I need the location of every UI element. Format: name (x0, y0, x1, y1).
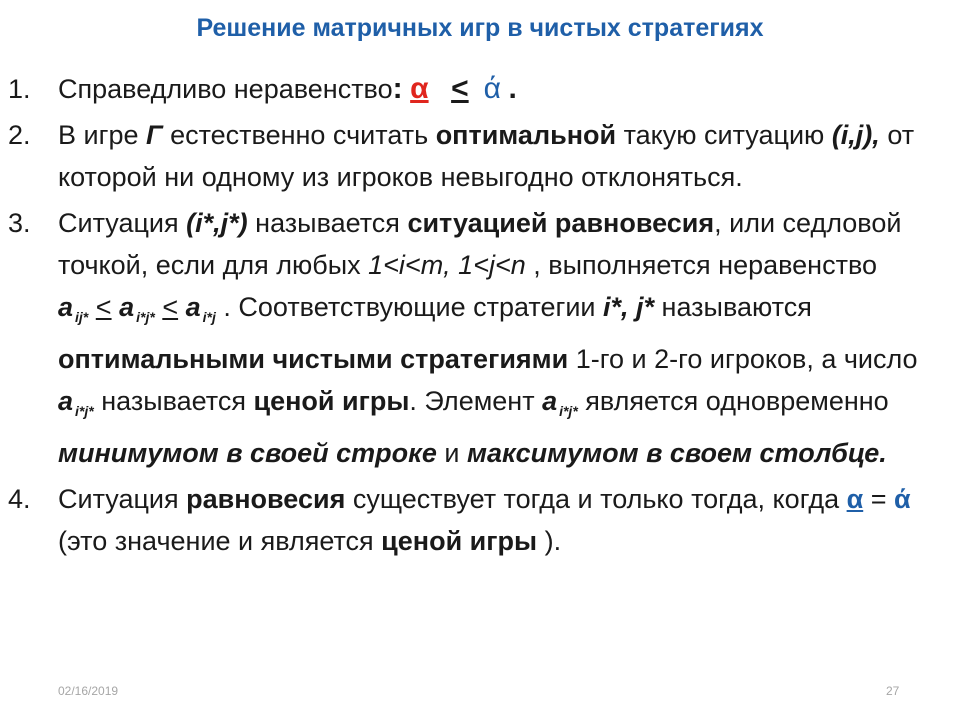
page-number: 27 (886, 684, 900, 698)
subscript: i*j* (75, 403, 94, 419)
equilibrium-term: ситуацией равновесия (407, 208, 715, 238)
item-text: Ситуация (58, 484, 187, 514)
list-item-1 (6, 68, 936, 110)
list-item-3 (6, 202, 936, 474)
subscript: i*j* (136, 309, 155, 325)
row-min-term: минимумом в своей строке (58, 438, 437, 468)
item-text: Справедливо неравенство (58, 74, 393, 104)
item-text: . Элемент (409, 386, 543, 416)
optimal-term: оптимальной (435, 120, 617, 150)
gamma-symbol: Г (145, 120, 163, 150)
less-equal-symbol: < (95, 292, 112, 322)
item-body (58, 68, 936, 110)
item-number: 1. (8, 74, 31, 104)
a-symbol: a (119, 292, 135, 322)
slide-title: Решение матричных игр в чистых стратегиях (196, 14, 764, 42)
optimal-pure-term: оптимальными чистыми стратегиями (58, 344, 569, 374)
item-body (58, 114, 936, 198)
item-text: такую ситуацию (616, 120, 832, 150)
a-symbol: a (58, 292, 74, 322)
alpha-prime-symbol: ά (894, 484, 911, 514)
item-text: является одновременно (577, 386, 889, 416)
footer-date: 02/16/2019 (58, 684, 119, 698)
item-text: , выполняется неравенство (525, 250, 878, 280)
game-value-term: ценой игры (253, 386, 410, 416)
game-value-term: ценой игры (381, 526, 538, 556)
alpha-symbol: α (410, 72, 429, 105)
equilibrium-term: равновесия (186, 484, 346, 514)
item-body (58, 202, 936, 474)
subscript: i*j* (559, 403, 578, 419)
item-text: естественно считать (162, 120, 436, 150)
item-text: называются (654, 292, 812, 322)
less-equal-symbol: < (451, 72, 469, 105)
ij-term: (i,j), (831, 120, 880, 150)
list-item-4 (6, 478, 936, 562)
list-item-2 (6, 114, 936, 198)
subscript: i*j (202, 309, 216, 325)
item-text: ). (537, 526, 562, 556)
item-body (58, 478, 936, 562)
item-text: от которой ни одному из игроков невыгодно отклоняться. (58, 120, 915, 192)
item-text: существует тогда и только тогда, когда (345, 484, 847, 514)
alpha-prime-symbol: ά (483, 72, 501, 105)
item-text: . Соответствующие стратегии (215, 292, 603, 322)
istar-term: (i*,j*) (186, 208, 248, 238)
item-text: и (436, 438, 467, 468)
less-equal-symbol: < (162, 292, 179, 322)
item-number: 4. (8, 484, 31, 514)
item-number: 2. (8, 120, 31, 150)
colon: : (392, 72, 403, 105)
a-symbol: a (58, 386, 74, 416)
item-text: называется (93, 386, 254, 416)
alpha-symbol: α (846, 484, 864, 514)
item-text: , или седловой точкой, если для любых (58, 208, 902, 280)
strategies-term: i*, j* (603, 292, 655, 322)
item-number: 3. (8, 208, 31, 238)
item-text: В игре (58, 120, 146, 150)
period: . (508, 72, 517, 105)
item-text: (это значение и является (58, 526, 382, 556)
item-text: называется (247, 208, 408, 238)
a-symbol: a (185, 292, 201, 322)
col-max-term: максимумом в своем столбце. (466, 438, 887, 468)
range-term: 1<i<m, 1<j<n (368, 250, 526, 280)
subscript: ij* (75, 309, 89, 325)
equals-symbol: = (863, 484, 894, 514)
a-symbol: a (542, 386, 558, 416)
content-list (6, 68, 936, 562)
item-text: 1-го и 2-го игроков, а число (568, 344, 918, 374)
item-text: Ситуация (58, 208, 187, 238)
